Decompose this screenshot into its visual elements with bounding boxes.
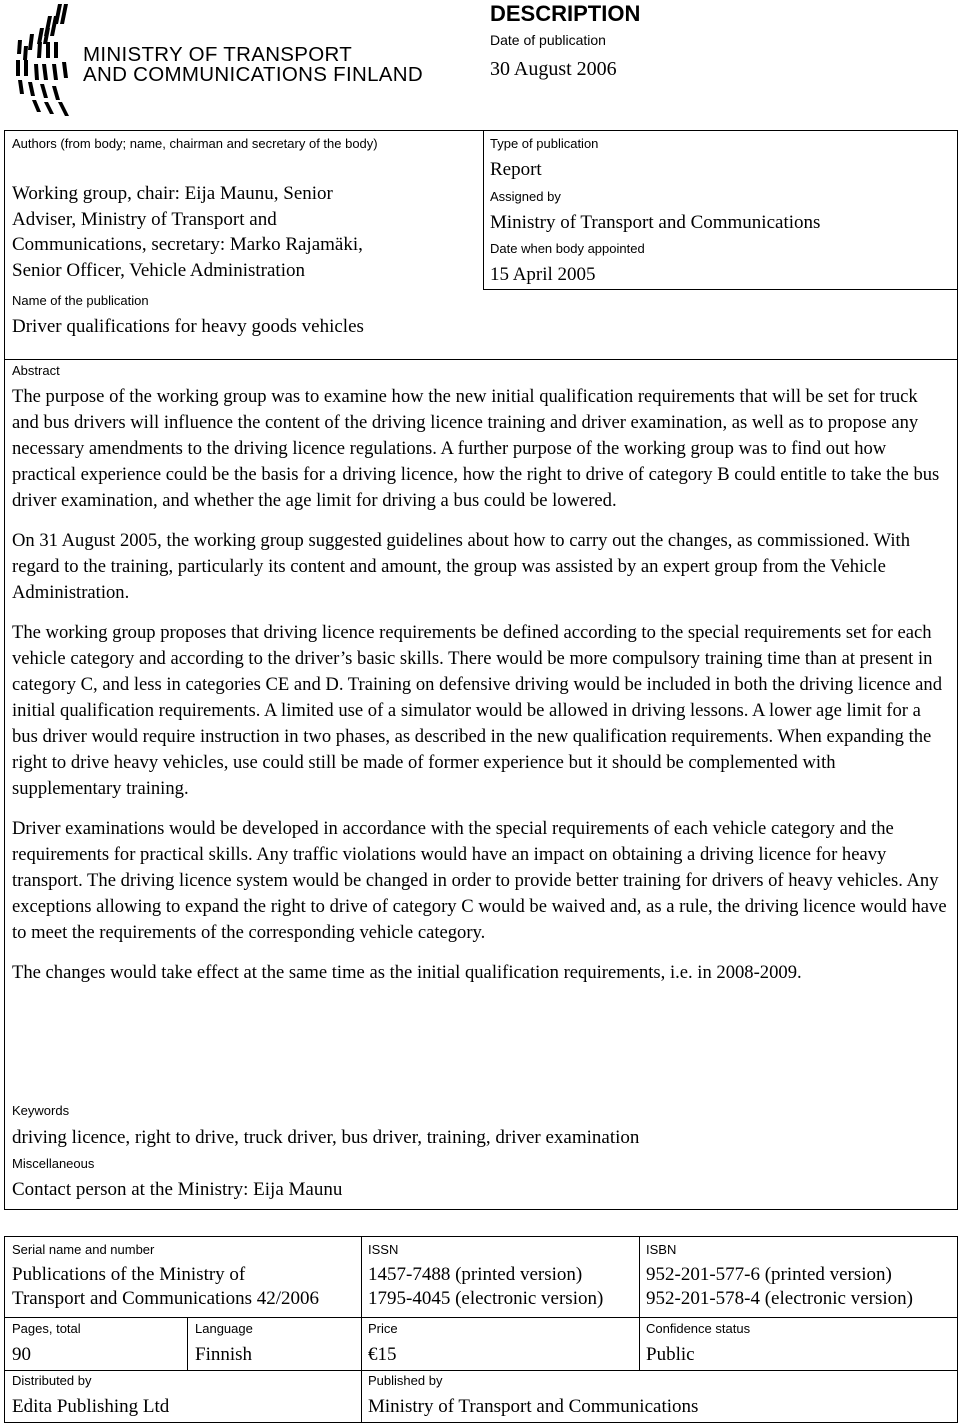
ministry-name-line1: MINISTRY OF TRANSPORT	[83, 43, 353, 66]
serial-value	[12, 1263, 319, 1311]
date-appointed-value: 15 April 2005	[490, 264, 596, 285]
description-title: DESCRIPTION	[490, 1, 641, 26]
isbn-value	[646, 1263, 913, 1311]
ministry-name-line2: AND COMMUNICATIONS FINLAND	[83, 63, 423, 86]
issn-line: 1795-4045 (electronic version)	[368, 1288, 604, 1309]
distributed-value: Edita Publishing Ltd	[12, 1396, 170, 1417]
published-value: Ministry of Transport and Communications	[368, 1396, 699, 1417]
abstract-paragraph: The working group proposes that driving licence requirements be defined according to the special requirements set for each vehicle category and according to the driver’s basic skills. There would be more compulsory training time than at present in category C, and less in categories CE and D. Training on defensive driving would be included in both the driving licence and initial qualification requirements. A limited use of a simulator would be allowed in driving lessons. A lower age limit for a bus driver would require instruction in two phases, as described in the new qualification requirements. When expanding the right to drive heavy vehicles, use could still be made of former experience but it should be complemented with supplementary training.	[12, 622, 942, 799]
authors-label: Authors (from body; name, chairman and secretary of the body)	[12, 136, 378, 151]
type-of-publication-label: Type of publication	[490, 136, 599, 151]
assigned-by-label: Assigned by	[490, 189, 561, 204]
confidence-label: Confidence status	[646, 1321, 751, 1336]
issn-label: ISSN	[368, 1242, 399, 1257]
abstract-paragraph: On 31 August 2005, the working group suggested guidelines about how to carry out the changes, as commissioned. With regard to the training, particularly its content and amount, the group was assisted by an expert group from the Vehicle Administration.	[12, 530, 910, 603]
footer-col-divider	[639, 1236, 640, 1370]
footer-middle-rule	[4, 1317, 958, 1318]
right-border	[957, 130, 958, 1210]
keywords-label: Keywords	[12, 1103, 70, 1118]
pages-label: Pages, total	[12, 1321, 81, 1336]
footer-right-border	[957, 1236, 958, 1423]
top-rule	[4, 130, 958, 131]
footer-separator-rule	[4, 1209, 958, 1210]
footer-top-rule	[4, 1236, 958, 1237]
footer-lower-rule	[4, 1370, 958, 1371]
publication-name-value: Driver qualifications for heavy goods vehicles	[12, 316, 364, 337]
issn-value	[368, 1263, 603, 1311]
header-right-bottom-rule	[483, 289, 957, 290]
authors-line: Working group, chair: Eija Maunu, Senior	[12, 183, 333, 204]
left-border	[4, 130, 5, 1210]
language-value: Finnish	[195, 1344, 253, 1365]
price-value: €15	[368, 1344, 397, 1365]
serial-line: Publications of the Ministry of	[12, 1264, 246, 1285]
publication-name-label: Name of the publication	[12, 293, 149, 308]
abstract-paragraph: Driver examinations would be developed in accordance with the special requirements of each vehicle category and the requirements for practical skills. Any traffic violations would have an impact on obtaining a driving licence for heavy transport. The driving licence system would be changed in order to provide better training for drivers of heavy vehicles. Any exceptions allowing to expand the right to drive of category C would be waived and, as a rule, the driving licence would have to meet the requirements of the corresponding vehicle category.	[12, 818, 947, 943]
keywords-value: driving licence, right to drive, truck driver, bus driver, training, driver examination	[12, 1127, 640, 1148]
footer-col-divider	[361, 1236, 362, 1423]
abstract-body	[12, 384, 947, 986]
miscellaneous-label: Miscellaneous	[12, 1156, 95, 1171]
ministry-logo-mark	[10, 2, 82, 120]
confidence-value: Public	[646, 1344, 695, 1365]
distributed-label: Distributed by	[12, 1373, 92, 1388]
footer-left-border	[4, 1236, 5, 1423]
abstract-paragraph: The purpose of the working group was to examine how the new initial qualification requirements that will be set for truck and bus drivers will influence the content of the driving licence training and driver examination, as well as to propose any necessary amendments to the driving licence regulations. A further purpose of the working group was to find out how practical experience could be the basis for a driving licence, how the right to drive of category B could entitle to take the bus driver examination, and whether the age limit for driving a bus could be lowered.	[12, 386, 940, 511]
published-label: Published by	[368, 1373, 443, 1388]
pages-value: 90	[12, 1344, 31, 1365]
isbn-line: 952-201-578-4 (electronic version)	[646, 1288, 913, 1309]
date-appointed-label: Date when body appointed	[490, 241, 645, 256]
assigned-by-value: Ministry of Transport and Communications	[490, 212, 821, 233]
language-label: Language	[195, 1321, 253, 1336]
date-of-publication-label: Date of publication	[490, 32, 606, 48]
miscellaneous-value: Contact person at the Ministry: Eija Maunu	[12, 1179, 343, 1200]
abstract-label: Abstract	[12, 363, 60, 378]
issn-line: 1457-7488 (printed version)	[368, 1264, 583, 1285]
abstract-paragraph: The changes would take effect at the same time as the initial qualification requirements, i.e. in 2008-2009.	[12, 962, 802, 983]
abstract-top-rule	[4, 359, 958, 360]
footer-bottom-rule	[4, 1422, 958, 1423]
footer-col-divider	[187, 1317, 188, 1370]
authors-value	[12, 181, 363, 283]
serial-label: Serial name and number	[12, 1242, 155, 1257]
type-of-publication-value: Report	[490, 159, 542, 180]
serial-line: Transport and Communications 42/2006	[12, 1288, 319, 1309]
authors-line: Senior Officer, Vehicle Administration	[12, 259, 305, 281]
authors-line: Adviser, Ministry of Transport and	[12, 208, 277, 230]
date-of-publication-value: 30 August 2006	[490, 58, 617, 80]
price-label: Price	[368, 1321, 398, 1336]
authors-line: Communications, secretary: Marko Rajamäki,	[12, 234, 363, 255]
header-divider-vertical	[483, 130, 484, 290]
isbn-line: 952-201-577-6 (printed version)	[646, 1264, 892, 1285]
isbn-label: ISBN	[646, 1242, 677, 1257]
